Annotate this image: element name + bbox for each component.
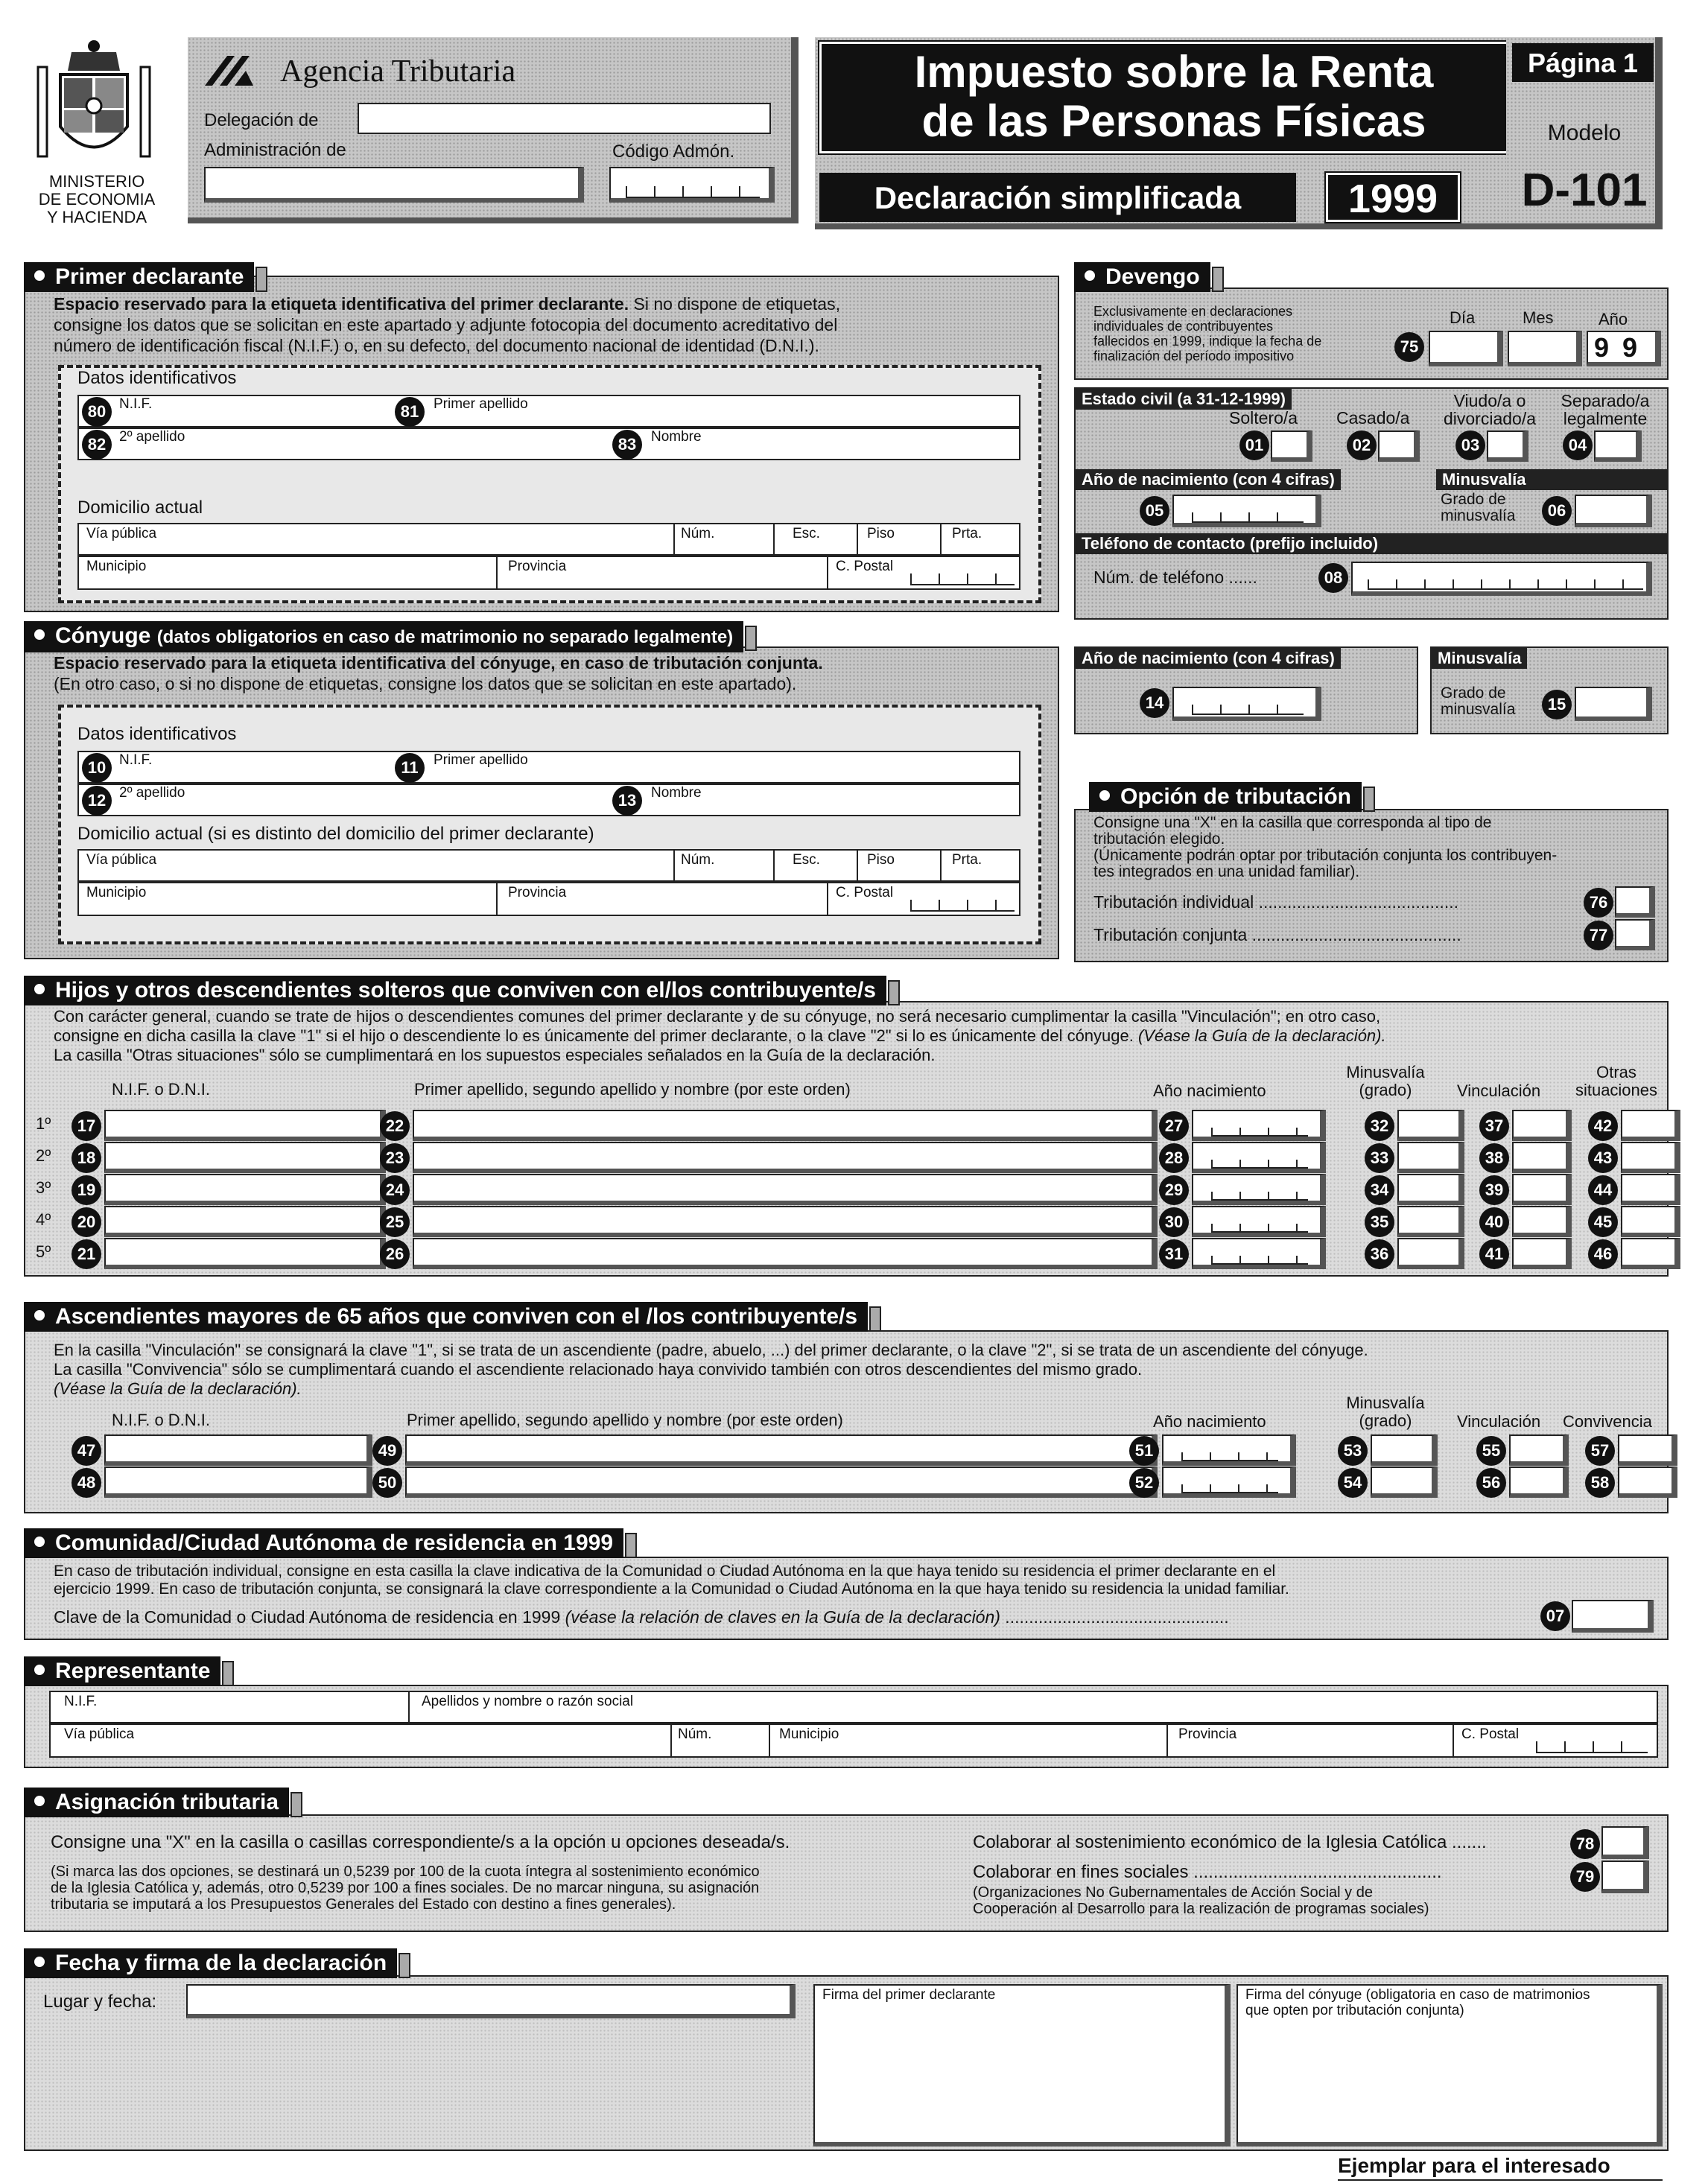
conyuge-minusvalia-header: Minusvalía xyxy=(1432,648,1527,669)
ano-digit-2: 9 xyxy=(1622,332,1638,363)
title-line2: de las Personas Físicas xyxy=(921,96,1426,146)
ascend-name-field[interactable] xyxy=(405,1467,1158,1498)
iglesia-label: Colaborar al sostenimiento económico de la Iglesia Católica ....... xyxy=(973,1832,1487,1852)
box-58-icon: 58 xyxy=(1585,1468,1615,1498)
ascend-nif-field[interactable] xyxy=(104,1467,372,1498)
col-minusvalia-header: Minusvalía (grado) xyxy=(1346,1063,1425,1099)
hijos-nif-field[interactable] xyxy=(104,1174,386,1205)
row-ordinal: 1º xyxy=(36,1114,51,1133)
primer-apellido-label: Primer apellido xyxy=(434,396,528,412)
rep-provincia-label: Provincia xyxy=(1178,1726,1237,1742)
asc-col-ano-header: Año nacimiento xyxy=(1153,1412,1266,1431)
hijos-otras-field[interactable] xyxy=(1621,1238,1680,1269)
firma-primer-label: Firma del primer declarante xyxy=(822,1987,996,2003)
administracion-field[interactable] xyxy=(204,167,584,203)
primer-declarante-header: Primer declarante xyxy=(24,262,254,292)
box-79-icon: 79 xyxy=(1570,1862,1600,1892)
ascend-name-field[interactable] xyxy=(405,1434,1158,1466)
rep-num-label: Núm. xyxy=(678,1726,712,1742)
comunidad-header: Comunidad/Ciudad Autónoma de residencia en 1999 xyxy=(24,1528,623,1558)
box-01-icon: 01 xyxy=(1239,430,1269,460)
hijos-name-field[interactable] xyxy=(413,1238,1158,1269)
hijos-min-field[interactable] xyxy=(1397,1238,1464,1269)
ascendientes-header: Ascendientes mayores de 65 años que conviven con el /los contribuyente/s xyxy=(24,1302,868,1332)
box-30-icon: 30 xyxy=(1159,1207,1189,1237)
box-20-icon: 20 xyxy=(72,1207,101,1237)
conyuge-nacimiento-field[interactable] xyxy=(1172,687,1321,721)
conyuge-domicilio-label: Domicilio actual (si es distinto del domicilio del primer declarante) xyxy=(77,824,594,844)
conyuge-prta-label: Prta. xyxy=(952,852,982,868)
hijos-nif-field[interactable] xyxy=(104,1238,386,1269)
hijos-header: Hijos y otros descendientes solteros que conviven con el/los contribuyente/s xyxy=(24,976,886,1005)
prta-label: Prta. xyxy=(952,526,982,541)
via-label: Vía pública xyxy=(86,526,157,541)
iglesia-checkbox[interactable] xyxy=(1601,1826,1649,1859)
hijos-otras-field[interactable] xyxy=(1621,1206,1680,1237)
delegacion-field[interactable] xyxy=(358,103,771,134)
casado-checkbox[interactable] xyxy=(1378,430,1420,462)
box-05-icon: 05 xyxy=(1140,496,1169,526)
box-25-icon: 25 xyxy=(380,1207,410,1237)
hijos-otras-field[interactable] xyxy=(1621,1110,1680,1141)
title-line1: Impuesto sobre la Renta xyxy=(914,47,1434,97)
ano-ticks xyxy=(1211,1128,1308,1137)
rep-nif-label: N.I.F. xyxy=(64,1694,98,1709)
box-19-icon: 19 xyxy=(72,1175,101,1205)
piso-label: Piso xyxy=(867,526,895,541)
ano-ticks xyxy=(1211,1256,1308,1265)
mes-field[interactable] xyxy=(1508,331,1582,366)
box-07-icon: 07 xyxy=(1540,1601,1570,1631)
firma-header: Fecha y firma de la declaración xyxy=(24,1948,397,1978)
box-57-icon: 57 xyxy=(1585,1436,1615,1466)
row-ordinal: 4º xyxy=(36,1210,51,1229)
asc-col-convivencia-header: Convivencia xyxy=(1563,1412,1652,1431)
box-81-icon: 81 xyxy=(395,397,425,427)
box-52-icon: 52 xyxy=(1129,1468,1159,1498)
box-27-icon: 27 xyxy=(1159,1111,1189,1141)
telefono-label: Núm. de teléfono ...... xyxy=(1093,568,1257,587)
footer-rule xyxy=(1338,2179,1663,2181)
row-ordinal: 5º xyxy=(36,1242,51,1261)
col-vinculacion-header: Vinculación xyxy=(1457,1081,1541,1100)
ascend-min-field[interactable] xyxy=(1371,1467,1438,1498)
hijos-name-field[interactable] xyxy=(413,1110,1158,1141)
box-56-icon: 56 xyxy=(1476,1468,1506,1498)
dia-field[interactable] xyxy=(1429,331,1503,366)
provincia-label: Provincia xyxy=(508,559,567,574)
box-12-icon: 12 xyxy=(82,786,112,816)
ascend-nif-field[interactable] xyxy=(104,1434,372,1466)
hijos-vinc-field[interactable] xyxy=(1512,1206,1572,1237)
comunidad-clave-field[interactable] xyxy=(1572,1600,1654,1633)
conyuge-esc-label: Esc. xyxy=(793,852,820,868)
fines-note: (Organizaciones No Gubernamentales de Acción Social y de Cooperación al Desarrollo para la realización de programas sociales) xyxy=(973,1884,1429,1917)
box-06-icon: 06 xyxy=(1542,496,1572,526)
box-13-icon: 13 xyxy=(612,786,642,816)
box-26-icon: 26 xyxy=(380,1239,410,1269)
hijos-otras-field[interactable] xyxy=(1621,1142,1680,1173)
conyuge-num-label: Núm. xyxy=(681,852,715,868)
dia-label: Día xyxy=(1450,308,1476,327)
box-54-icon: 54 xyxy=(1338,1468,1368,1498)
primer-id-row1 xyxy=(77,395,1020,428)
hijos-min-field[interactable] xyxy=(1397,1206,1464,1237)
conyuge-apellido1-label: Primer apellido xyxy=(434,752,528,768)
conyuge-datos-label: Datos identificativos xyxy=(77,724,237,744)
box-77-icon: 77 xyxy=(1584,921,1613,950)
col-name-header: Primer apellido, segundo apellido y nombre (por este orden) xyxy=(414,1080,851,1099)
box-10-icon: 10 xyxy=(82,753,112,783)
box-21-icon: 21 xyxy=(72,1239,101,1269)
hijos-vinc-field[interactable] xyxy=(1512,1110,1572,1141)
conyuge-apellido2-label: 2º apellido xyxy=(119,785,185,801)
separado-label: Separado/a legalmente xyxy=(1561,391,1650,428)
codigo-admon-label: Código Admón. xyxy=(612,142,735,162)
box-28-icon: 28 xyxy=(1159,1143,1189,1173)
devengo-text: Exclusivamente en declaraciones individuales de contribuyentes fallecidos en 1999, indique la fecha de finalización del período impositivo xyxy=(1093,304,1322,363)
box-29-icon: 29 xyxy=(1159,1175,1189,1205)
soltero-checkbox[interactable] xyxy=(1271,430,1312,462)
nombre-label: Nombre xyxy=(651,429,702,445)
box-03-icon: 03 xyxy=(1455,430,1485,460)
asc-col-name-header: Primer apellido, segundo apellido y nombre (por este orden) xyxy=(407,1411,843,1429)
nacimiento-header: Año de nacimiento (con 4 cifras) xyxy=(1076,469,1341,490)
viudo-label: Viudo/a o divorciado/a xyxy=(1443,391,1537,428)
hijos-vinc-field[interactable] xyxy=(1512,1142,1572,1173)
box-38-icon: 38 xyxy=(1479,1143,1509,1173)
num-label: Núm. xyxy=(681,526,715,541)
estado-civil-header: Estado civil (a 31-12-1999) xyxy=(1076,389,1292,410)
telefono-field[interactable] xyxy=(1351,562,1652,596)
cpostal-ticks xyxy=(910,573,1015,585)
municipio-label: Municipio xyxy=(86,559,147,574)
opcion-text: Consigne una "X" en la casilla que corresponda al tipo de tributación elegido. (Únicamente podrán optar por tributación conjunta los contribuyen- tes integrados en una unidad familiar). xyxy=(1093,814,1558,880)
box-53-icon: 53 xyxy=(1338,1436,1368,1466)
primer-intro: Espacio reservado para la etiqueta identificativa del primer declarante. Si no dispone de etiquetas, consigne los datos que se solicitan en este apartado y adjunte fotocopia del documento acreditativo del número de identificación fiscal (N.I.F.) o, en su defecto, del documento nacional de identidad (D.N.I.). xyxy=(54,294,840,355)
representante-row1 xyxy=(49,1691,1658,1723)
box-44-icon: 44 xyxy=(1588,1175,1618,1205)
box-04-icon: 04 xyxy=(1563,430,1593,460)
tributacion-individual-label: Tributación individual .......................................... xyxy=(1093,892,1458,912)
box-17-icon: 17 xyxy=(72,1111,101,1141)
conyuge-nombre-label: Nombre xyxy=(651,785,702,801)
ascend-conv-field[interactable] xyxy=(1618,1434,1677,1466)
box-51-icon: 51 xyxy=(1129,1436,1159,1466)
box-02-icon: 02 xyxy=(1347,430,1377,460)
domicilio-label: Domicilio actual xyxy=(77,498,203,518)
hijos-min-field[interactable] xyxy=(1397,1110,1464,1141)
ano-digit-1: 9 xyxy=(1594,332,1610,363)
minusvalia-field[interactable] xyxy=(1575,495,1652,527)
box-43-icon: 43 xyxy=(1588,1143,1618,1173)
ano-ticks xyxy=(1211,1224,1308,1233)
box-76-icon: 76 xyxy=(1584,888,1613,918)
box-83-icon: 83 xyxy=(612,430,642,460)
rep-cpostal-label: C. Postal xyxy=(1461,1726,1520,1742)
col-ano-header: Año nacimiento xyxy=(1153,1081,1266,1100)
hijos-min-field[interactable] xyxy=(1397,1142,1464,1173)
ano-ticks xyxy=(1181,1452,1278,1461)
hijos-nif-field[interactable] xyxy=(104,1206,386,1237)
ano-ticks xyxy=(1181,1484,1278,1493)
box-47-icon: 47 xyxy=(72,1436,101,1466)
cpostal-label: C. Postal xyxy=(836,559,894,574)
representante-header: Representante xyxy=(24,1656,220,1686)
box-11-icon: 11 xyxy=(395,753,425,783)
conyuge-cpostal-label: C. Postal xyxy=(836,885,894,900)
comunidad-text: En caso de tributación individual, consigne en esta casilla la clave indicativa de la Comunidad o Ciudad Autónoma en la que haya tenido su residencia el primer declarante en el ejercicio 1999. En caso de tributación conjunta, se consignará la clave correspondiente a la Comunidad o Ciudad Autónoma en la que haya tenido su residencia la unidad familiar. xyxy=(54,1563,1289,1598)
col-otras-header: Otras situaciones xyxy=(1575,1063,1658,1099)
comunidad-clave-label: Clave de la Comunidad o Ciudad Autónoma de residencia en 1999 (véase la relación de claves en la Guía de la declaración) ............................................... xyxy=(54,1607,1229,1627)
opcion-header: Opción de tributación xyxy=(1089,782,1362,812)
conyuge-header: Cónyuge (datos obligatorios en caso de matrimonio no separado legalmente) xyxy=(24,621,743,652)
box-82-icon: 82 xyxy=(82,430,112,460)
delegacion-label: Delegación de xyxy=(204,110,319,130)
hijos-nif-field[interactable] xyxy=(104,1110,386,1141)
modelo-label: Modelo xyxy=(1547,121,1622,145)
box-18-icon: 18 xyxy=(72,1143,101,1173)
box-48-icon: 48 xyxy=(72,1468,101,1498)
box-49-icon: 49 xyxy=(372,1436,402,1466)
box-36-icon: 36 xyxy=(1365,1239,1394,1269)
hijos-nif-field[interactable] xyxy=(104,1142,386,1173)
row-ordinal: 2º xyxy=(36,1146,51,1165)
asignacion-text1: Consigne una "X" en la casilla o casillas correspondiente/s a la opción u opciones deseada/s. xyxy=(51,1832,790,1852)
ministry-name: MINISTERIO DE ECONOMIA Y HACIENDA xyxy=(38,172,156,226)
simplified-title: Declaración simplificada xyxy=(874,180,1242,215)
box-35-icon: 35 xyxy=(1365,1207,1394,1237)
ascend-min-field[interactable] xyxy=(1371,1434,1438,1466)
box-31-icon: 31 xyxy=(1159,1239,1189,1269)
conyuge-grado-label: Grado de minusvalía xyxy=(1441,684,1516,718)
box-78-icon: 78 xyxy=(1570,1829,1600,1859)
conyuge-id-row1 xyxy=(77,751,1020,784)
administracion-label: Administración de xyxy=(204,140,346,160)
form-code: D-101 xyxy=(1521,165,1648,216)
box-15-icon: 15 xyxy=(1542,690,1572,719)
rep-via-label: Vía pública xyxy=(64,1726,135,1742)
hijos-text: Con carácter general, cuando se trate de hijos o descendientes comunes del primer declarante y de su cónyuge, no será necesario cumplimentar la casilla "Vinculación"; en otro caso, consigne en dicha casilla la clave "1" si el hijo o descendiente lo es únicamente del primer declarante, o la clave "2" si lo es únicamente del cónyuge. (Véase la Guía de la declaración). La casilla "Otras situaciones" sólo se cumplimentará en los supuestos especiales señalados en la Guía de la declaración. xyxy=(54,1007,1386,1064)
hijos-vinc-field[interactable] xyxy=(1512,1238,1572,1269)
ascend-conv-field[interactable] xyxy=(1618,1467,1677,1498)
casado-label: Casado/a xyxy=(1336,408,1410,428)
ascend-vinc-field[interactable] xyxy=(1509,1467,1569,1498)
fines-label: Colaborar en fines sociales .................................................. xyxy=(973,1862,1442,1882)
conyuge-provincia-label: Provincia xyxy=(508,885,567,900)
hijos-vinc-field[interactable] xyxy=(1512,1174,1572,1205)
box-41-icon: 41 xyxy=(1479,1239,1509,1269)
ano-ticks xyxy=(1211,1160,1308,1169)
asc-col-vinculacion-header: Vinculación xyxy=(1457,1412,1541,1431)
datos-identificativos-label: Datos identificativos xyxy=(77,368,237,388)
tributacion-conjunta-label: Tributación conjunta ............................................ xyxy=(1093,925,1461,944)
footer-ejemplar: Ejemplar para el interesado xyxy=(1338,2154,1610,2177)
box-42-icon: 42 xyxy=(1588,1111,1618,1141)
hijos-otras-field[interactable] xyxy=(1621,1174,1680,1205)
box-37-icon: 37 xyxy=(1479,1111,1509,1141)
minusvalia-header: Minusvalía xyxy=(1436,469,1667,490)
lugar-fecha-label: Lugar y fecha: xyxy=(43,1992,157,2012)
rep-apellidos-label: Apellidos y nombre o razón social xyxy=(422,1694,634,1709)
telefono-header: Teléfono de contacto (prefijo incluido) xyxy=(1076,533,1667,554)
ascend-vinc-field[interactable] xyxy=(1509,1434,1569,1466)
conyuge-nacimiento-header: Año de nacimiento (con 4 cifras) xyxy=(1076,648,1341,669)
primer-id-row2 xyxy=(77,428,1020,460)
box-40-icon: 40 xyxy=(1479,1207,1509,1237)
fines-checkbox[interactable] xyxy=(1601,1861,1649,1893)
box-80-icon: 80 xyxy=(82,397,112,427)
asc-col-nif-header: N.I.F. o D.N.I. xyxy=(112,1411,211,1429)
agency-logo-icon xyxy=(201,52,261,89)
conyuge-intro: Espacio reservado para la etiqueta identificativa del cónyuge, en caso de tributación conjunta. (En otro caso, o si no dispone de etiquetas, consigne los datos que se solicitan en este apartado). xyxy=(54,653,823,693)
ascendientes-text: En la casilla "Vinculación" se consignará la clave "1", si se trata de un ascendiente (padre, abuelo, ...) del primer declarante, o la clave "2", si se trata de un ascendiente del cónyuge. La casilla "Convivencia" sólo se cumplimentará cuando el ascendiente relacionado haya convivido también con otros descendientes del mismo grado. (Véase la Guía de la declaración). xyxy=(54,1341,1368,1398)
grado-label: Grado de minusvalía xyxy=(1441,491,1516,524)
box-39-icon: 39 xyxy=(1479,1175,1509,1205)
box-22-icon: 22 xyxy=(380,1111,410,1141)
year: 1999 xyxy=(1347,177,1438,221)
codigo-ticks xyxy=(626,186,760,198)
box-45-icon: 45 xyxy=(1588,1207,1618,1237)
segundo-apellido-label: 2º apellido xyxy=(119,429,185,445)
asc-col-minusvalia-header: Minusvalía (grado) xyxy=(1346,1394,1425,1430)
conyuge-id-row2 xyxy=(77,784,1020,816)
hijos-name-field[interactable] xyxy=(413,1174,1158,1205)
soltero-label: Soltero/a xyxy=(1229,408,1298,428)
separado-checkbox[interactable] xyxy=(1594,430,1642,462)
hijos-name-field[interactable] xyxy=(413,1142,1158,1173)
mes-label: Mes xyxy=(1523,308,1554,327)
firma-primer-field[interactable] xyxy=(813,1984,1231,2147)
box-14-icon: 14 xyxy=(1140,688,1169,718)
asignacion-note: (Si marca las dos opciones, se destinará un 0,5239 por 100 de la cuota íntegra al sostenimiento económico de la Iglesia Católica y, además, otro 0,5239 por 100 a fines sociales. De no marcar ninguna, su asignación tributaria se imputará a los Presupuestos Generales del Estado con destino a fines generales). xyxy=(51,1863,760,1913)
nif-label: N.I.F. xyxy=(119,396,153,412)
box-33-icon: 33 xyxy=(1365,1143,1394,1173)
conyuge-via-label: Vía pública xyxy=(86,852,157,868)
asignacion-header: Asignación tributaria xyxy=(24,1788,289,1817)
row-ordinal: 3º xyxy=(36,1178,51,1197)
agency-name: Agencia Tributaria xyxy=(280,54,516,89)
box-24-icon: 24 xyxy=(380,1175,410,1205)
page-label: Página 1 xyxy=(1527,48,1639,78)
ano-label: Año xyxy=(1599,310,1628,328)
box-50-icon: 50 xyxy=(372,1468,402,1498)
coat-of-arms-icon xyxy=(27,37,161,171)
col-nif-header: N.I.F. o D.N.I. xyxy=(112,1080,211,1099)
lugar-fecha-field[interactable] xyxy=(186,1984,796,2018)
representante-row2 xyxy=(49,1723,1658,1758)
box-55-icon: 55 xyxy=(1476,1436,1506,1466)
devengo-header: Devengo xyxy=(1074,262,1210,292)
viudo-checkbox[interactable] xyxy=(1487,430,1528,462)
box-08-icon: 08 xyxy=(1318,563,1348,593)
firma-conyuge-label: Firma del cónyuge (obligatoria en caso de matrimonios que opten por tributación conjunta) xyxy=(1245,1987,1590,2018)
conyuge-minusvalia-field[interactable] xyxy=(1575,687,1652,721)
box-23-icon: 23 xyxy=(380,1143,410,1173)
box-46-icon: 46 xyxy=(1588,1239,1618,1269)
hijos-min-field[interactable] xyxy=(1397,1174,1464,1205)
ano-ticks xyxy=(1211,1192,1308,1201)
box-75-icon: 75 xyxy=(1394,332,1424,362)
box-32-icon: 32 xyxy=(1365,1111,1394,1141)
tributacion-conjunta-checkbox[interactable] xyxy=(1615,919,1655,950)
hijos-name-field[interactable] xyxy=(413,1206,1158,1237)
tributacion-individual-checkbox[interactable] xyxy=(1615,886,1655,918)
conyuge-nif-label: N.I.F. xyxy=(119,752,153,768)
conyuge-piso-label: Piso xyxy=(867,852,895,868)
box-34-icon: 34 xyxy=(1365,1175,1394,1205)
esc-label: Esc. xyxy=(793,526,820,541)
conyuge-municipio-label: Municipio xyxy=(86,885,147,900)
rep-municipio-label: Municipio xyxy=(779,1726,839,1742)
